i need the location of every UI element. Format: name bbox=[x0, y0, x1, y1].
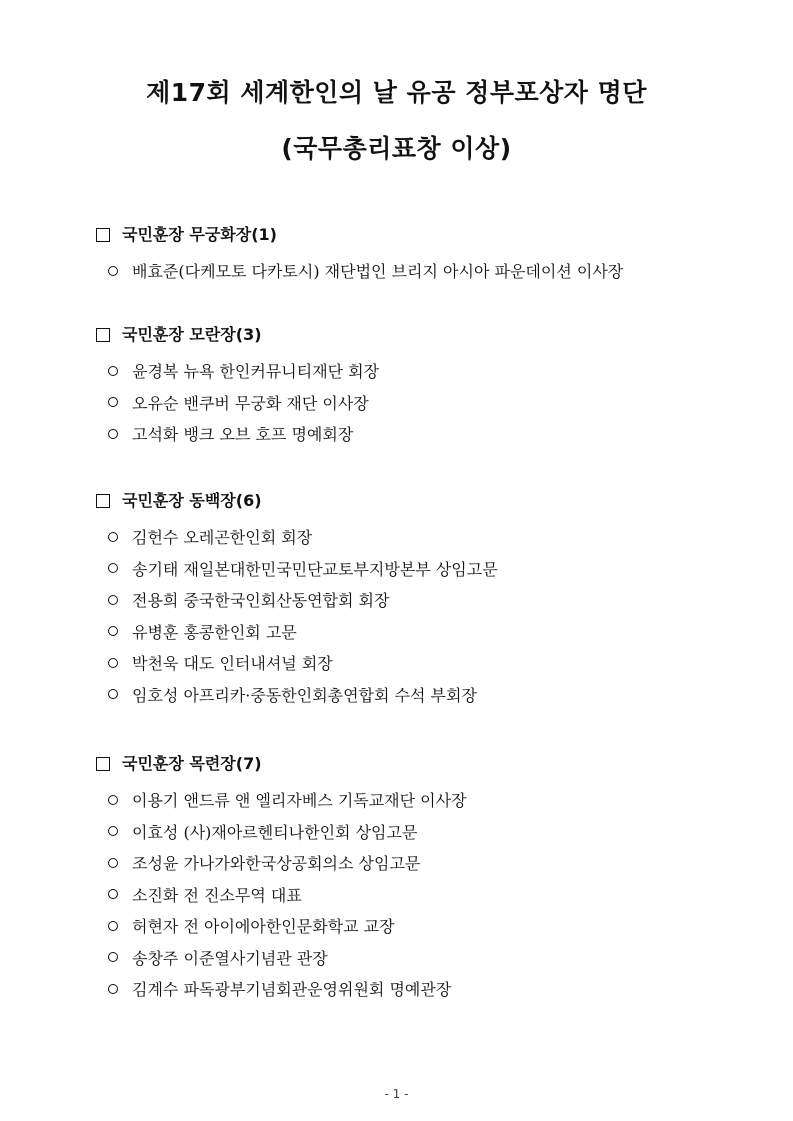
recipient-text: 이효성 (사)재아르헨티나한인회 상임고문 bbox=[132, 822, 418, 842]
recipient-list bbox=[96, 255, 776, 287]
list-item bbox=[96, 584, 776, 616]
list-item bbox=[96, 942, 776, 974]
circle-bullet-icon bbox=[108, 826, 118, 836]
circle-bullet-icon bbox=[108, 397, 118, 407]
section-mokryeon bbox=[96, 753, 776, 1005]
circle-bullet-icon bbox=[108, 984, 118, 994]
recipient-text: 송창주 이준열사기념관 관장 bbox=[132, 948, 328, 968]
recipient-text: 전용희 중국한국인회산동연합회 회장 bbox=[132, 591, 390, 611]
section-heading-text: 국민훈장 무궁화장(1) bbox=[122, 225, 277, 244]
list-item bbox=[96, 910, 776, 942]
recipient-text: 이용기 앤드류 앤 엘리자베스 기독교재단 이사장 bbox=[132, 791, 467, 811]
list-item bbox=[96, 784, 776, 816]
circle-bullet-icon bbox=[108, 366, 118, 376]
checkbox-square-icon bbox=[96, 757, 110, 771]
list-item bbox=[96, 387, 776, 419]
checkbox-square-icon bbox=[96, 328, 110, 342]
list-item bbox=[96, 647, 776, 679]
list-item bbox=[96, 679, 776, 711]
list-item bbox=[96, 521, 776, 553]
recipient-list bbox=[96, 784, 776, 1005]
section-heading-text: 국민훈장 목련장(7) bbox=[122, 754, 262, 773]
section-heading bbox=[96, 224, 776, 246]
recipient-text: 유병훈 홍콩한인회 고문 bbox=[132, 622, 297, 642]
title-line-2: (국무총리표창 이상) bbox=[281, 134, 512, 163]
circle-bullet-icon bbox=[108, 921, 118, 931]
list-item bbox=[96, 816, 776, 848]
section-heading bbox=[96, 490, 776, 512]
list-item bbox=[96, 973, 776, 1005]
circle-bullet-icon bbox=[108, 795, 118, 805]
circle-bullet-icon bbox=[108, 595, 118, 605]
section-mugunghwa bbox=[96, 224, 776, 287]
recipient-text: 오유순 밴쿠버 무궁화 재단 이사장 bbox=[132, 393, 369, 413]
list-item bbox=[96, 879, 776, 911]
recipient-text: 허현자 전 아이에아한인문화학교 교장 bbox=[132, 917, 395, 937]
circle-bullet-icon bbox=[108, 689, 118, 699]
title-line-1: 제17회 세계한인의 날 유공 정부포상자 명단 bbox=[146, 78, 647, 107]
list-item bbox=[96, 355, 776, 387]
checkbox-square-icon bbox=[96, 228, 110, 242]
circle-bullet-icon bbox=[108, 532, 118, 542]
section-heading-text: 국민훈장 모란장(3) bbox=[122, 325, 262, 344]
section-heading-text: 국민훈장 동백장(6) bbox=[122, 491, 262, 510]
list-item bbox=[96, 418, 776, 450]
recipient-text: 김헌수 오레곤한인회 회장 bbox=[132, 528, 313, 548]
recipient-text: 송기태 재일본대한민국민단교토부지방본부 상임고문 bbox=[132, 559, 498, 579]
page-number: - 1 - bbox=[384, 1087, 409, 1101]
circle-bullet-icon bbox=[108, 626, 118, 636]
recipient-text: 박천욱 대도 인터내셔널 회장 bbox=[132, 654, 333, 674]
recipient-text: 임호성 아프리카·중동한인회총연합회 수석 부회장 bbox=[132, 685, 477, 705]
list-item bbox=[96, 847, 776, 879]
recipient-text: 배효준(다케모토 다카토시) 재단법인 브리지 아시아 파운데이션 이사장 bbox=[132, 262, 624, 282]
section-heading bbox=[96, 753, 776, 775]
circle-bullet-icon bbox=[108, 889, 118, 899]
recipient-text: 고석화 뱅크 오브 호프 명예회장 bbox=[132, 425, 354, 445]
recipient-list bbox=[96, 521, 776, 710]
recipient-text: 윤경복 뉴욕 한인커뮤니티재단 회장 bbox=[132, 362, 380, 382]
recipient-list bbox=[96, 355, 776, 450]
section-heading bbox=[96, 324, 776, 346]
section-moran bbox=[96, 324, 776, 450]
circle-bullet-icon bbox=[108, 266, 118, 276]
section-dongbaek bbox=[96, 490, 776, 710]
list-item bbox=[96, 553, 776, 585]
circle-bullet-icon bbox=[108, 858, 118, 868]
checkbox-square-icon bbox=[96, 494, 110, 508]
list-item bbox=[96, 616, 776, 648]
circle-bullet-icon bbox=[108, 952, 118, 962]
list-item bbox=[96, 255, 776, 287]
circle-bullet-icon bbox=[108, 658, 118, 668]
recipient-text: 소진화 전 진소무역 대표 bbox=[132, 885, 302, 905]
recipient-text: 조성윤 가나가와한국상공회의소 상임고문 bbox=[132, 854, 421, 874]
document-title bbox=[0, 78, 793, 164]
circle-bullet-icon bbox=[108, 429, 118, 439]
circle-bullet-icon bbox=[108, 563, 118, 573]
recipient-text: 김계수 파독광부기념회관운영위원회 명예관장 bbox=[132, 980, 452, 1000]
